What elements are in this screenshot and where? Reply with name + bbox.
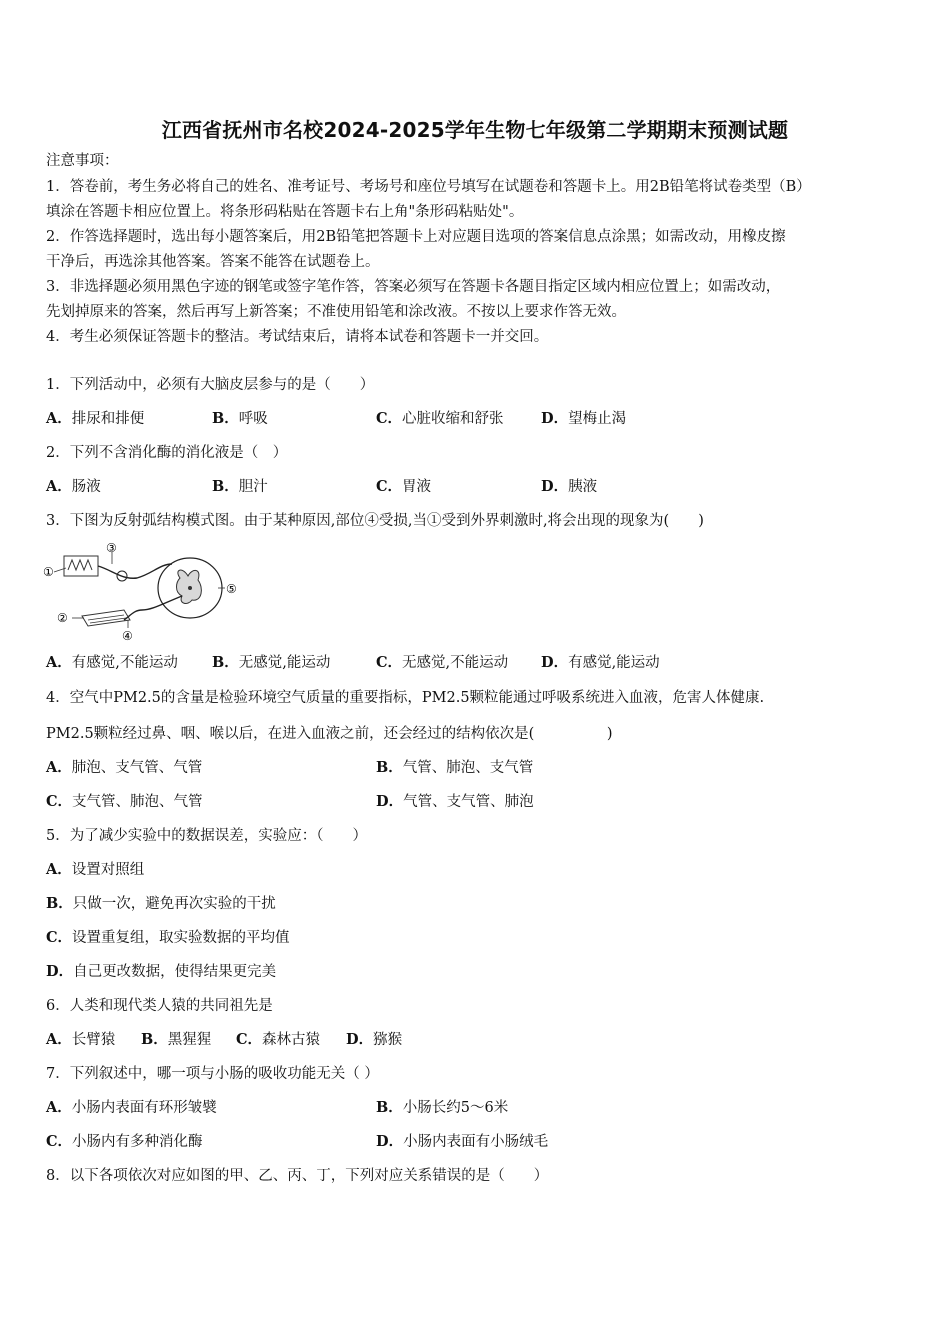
figure-label-5: ⑤ [226,582,237,596]
question-5-option-c: C．设置重复组，取实验数据的平均值 [46,929,290,946]
question-7-option-b: B．小肠长约5～6米 [376,1099,509,1116]
question-3-stem: 3．下图为反射弧结构模式图。由于某种原因,部位④受损,当①受到外界刺激时,将会出现的现象为( ) [46,513,704,529]
question-3-option-b: B．无感觉,能运动 [212,654,331,671]
central-canal-shape [188,586,192,590]
question-5-option-a: A．设置对照组 [46,861,145,878]
notes-line: 1．答卷前，考生务必将自己的姓名、准考证号、考场号和座位号填写在试题卷和答题卡上。用2B铅笔将试卷类型（B） [46,179,811,195]
question-7-option-a: A．小肠内表面有环形皱襞 [46,1099,217,1116]
question-4-stem: 4．空气中PM2.5的含量是检验环境空气质量的重要指标，PM2.5颗粒能通过呼吸系统进入血液，危害人体健康. [46,690,765,706]
question-4-stem-cont: PM2.5颗粒经过鼻、咽、喉以后，在进入血液之前，还会经过的结构依次是( ) [46,726,613,742]
question-1-stem: 1．下列活动中，必须有大脑皮层参与的是（ ） [46,377,375,393]
effector-muscle-shape [82,610,130,626]
question-1-option-d: D．望梅止渴 [541,410,627,427]
question-6-option-a: A．长臂猿 [46,1031,116,1048]
question-1-option-c: C．心脏收缩和舒张 [376,410,504,427]
figure-label-1: ① [43,565,54,579]
question-4-option-b: B．气管、肺泡、支气管 [376,759,534,776]
notes-line: 2．作答选择题时，选出每小题答案后，用2B铅笔把答题卡上对应题目选项的答案信息点涂黑；如需改动，用橡皮擦 [46,229,786,245]
question-4-option-d: D．气管、支气管、肺泡 [376,793,534,810]
notes-line: 4．考生必须保证答题卡的整洁。考试结束后，请将本试卷和答题卡一并交回。 [46,329,549,345]
question-3-option-d: D．有感觉,能运动 [541,654,660,671]
question-1-option-a: A．排尿和排便 [46,410,145,427]
question-5-stem: 5．为了减少实验中的数据误差，实验应：（ ） [46,828,367,844]
question-6-option-c: C．森林古猿 [236,1031,321,1048]
figure-label-4: ④ [122,629,133,643]
question-2-option-d: D．胰液 [541,478,598,495]
motor-nerve-line [124,596,182,620]
question-2-stem: 2．下列不含消化酶的消化液是（ ） [46,445,288,461]
question-6-option-b: B．黑猩猩 [141,1031,212,1048]
question-6-option-d: D．猕猴 [346,1031,403,1048]
question-1-option-b: B．呼吸 [212,410,268,427]
figure-label-3: ③ [106,541,117,555]
notes-heading: 注意事项： [46,153,119,169]
question-3-option-a: A．有感觉,不能运动 [46,654,178,671]
question-7-option-d: D．小肠内表面有小肠绒毛 [376,1133,549,1150]
question-7-option-c: C．小肠内有多种消化酶 [46,1133,203,1150]
page-title: 江西省抚州市名校2024-2025学年生物七年级第二学期期末预测试题 [161,118,789,142]
question-6-stem: 6．人类和现代类人猿的共同祖先是 [46,998,273,1014]
notes-line: 干净后，再选涂其他答案。答案不能答在试题卷上。 [46,254,380,270]
notes-line: 先划掉原来的答案，然后再写上新答案；不准使用铅笔和涂改液。不按以上要求作答无效。 [46,304,626,320]
notes-line: 3．非选择题必须用黑色字迹的钢笔或签字笔作答，答案必须写在答题卡各题目指定区域内相应位置上；如需改动， [46,279,781,295]
receptor-hatch [68,560,92,570]
question-2-option-a: A．肠液 [46,478,101,495]
question-4-option-a: A．肺泡、支气管、气管 [46,759,203,776]
question-2-option-b: B．胆汁 [212,478,268,495]
figure-label-2: ② [57,611,68,625]
reflex-arc-figure [42,540,242,644]
question-4-option-c: C．支气管、肺泡、气管 [46,793,203,810]
question-3-option-c: C．无感觉,不能运动 [376,654,509,671]
question-5-option-b: B．只做一次，避免再次实验的干扰 [46,895,276,912]
question-5-option-d: D．自己更改数据，使得结果更完美 [46,963,277,980]
question-7-stem: 7．下列叙述中，哪一项与小肠的吸收功能无关（ ） [46,1066,379,1082]
notes-line: 填涂在答题卡相应位置上。将条形码粘贴在答题卡右上角"条形码粘贴处"。 [46,204,524,220]
question-2-option-c: C．胃液 [376,478,432,495]
question-8-stem: 8．以下各项依次对应如图的甲、乙、丙、丁，下列对应关系错误的是（ ） [46,1168,549,1184]
